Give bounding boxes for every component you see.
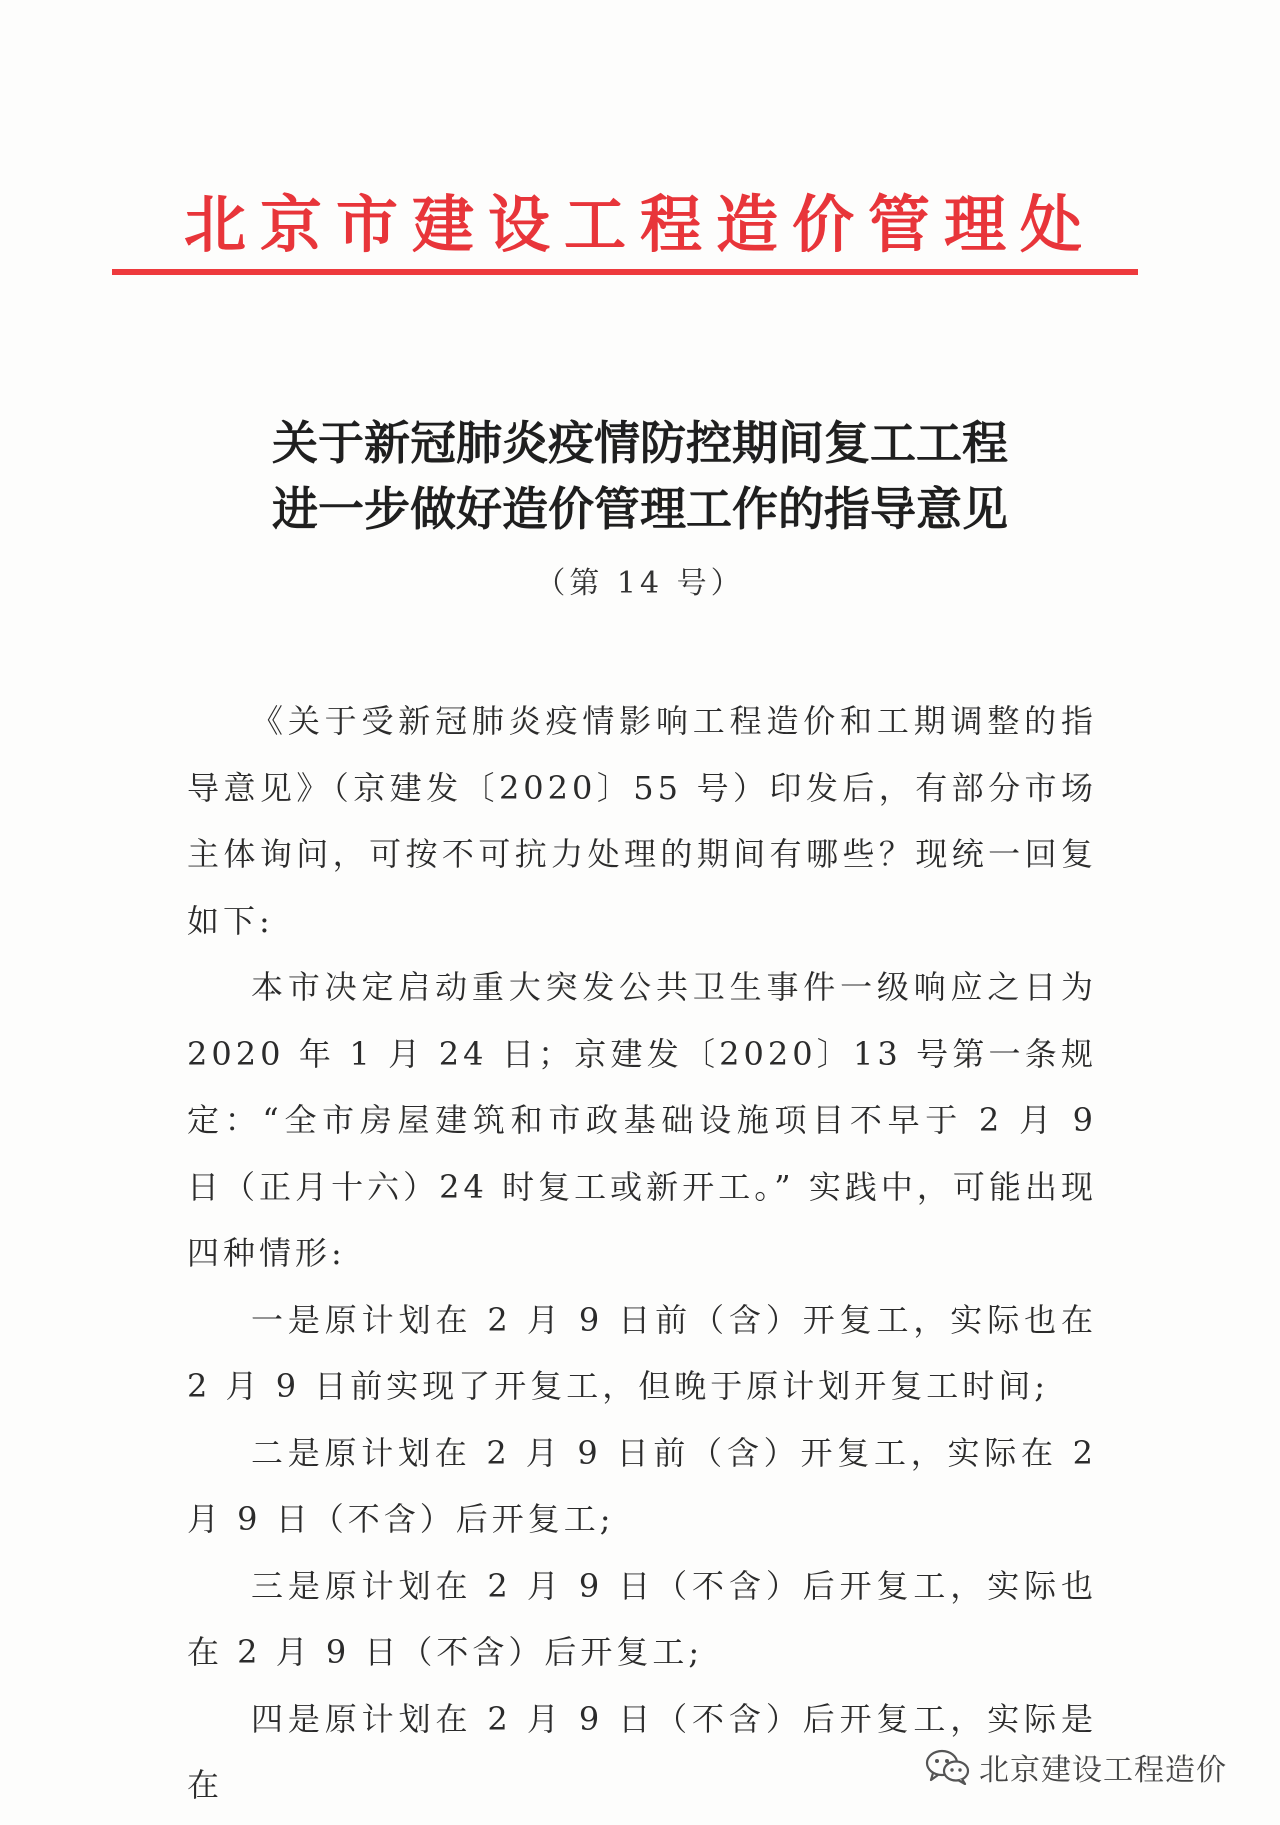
letterhead-org-name: 北京市建设工程造价管理处 — [183, 188, 1096, 261]
document-title — [0, 410, 1280, 542]
body-paragraph-1: 《关于受新冠肺炎疫情影响工程造价和工期调整的指导意见》（京建发〔2020〕55 号）印发后，有部分市场主体询问，可按不可抗力处理的期间有哪些？现统一回复如下: — [187, 702, 1097, 940]
document-title-line-1: 关于新冠肺炎疫情防控期间复工工程 — [272, 416, 1008, 470]
body-paragraph-6: 四是原计划在 2 月 9 日（不含）后开复工，实际是在 — [187, 1699, 1097, 1804]
watermark-text: 北京建设工程造价 — [979, 1753, 1227, 1788]
letterhead-red-rule — [112, 269, 1138, 275]
document-title-line-2: 进一步做好造价管理工作的指导意见 — [272, 482, 1008, 536]
footer-watermark — [925, 1745, 1227, 1789]
body-paragraph-5: 三是原计划在 2 月 9 日（不含）后开复工，实际也在 2 月 9 日（不含）后开复工; — [187, 1566, 1097, 1671]
document-body — [187, 688, 1097, 1819]
wechat-icon — [925, 1749, 971, 1785]
body-paragraph-4: 二是原计划在 2 月 9 日前（含）开复工，实际在 2 月 9 日（不含）后开复工; — [187, 1433, 1097, 1538]
body-paragraph-2: 本市决定启动重大突发公共卫生事件一级响应之日为 2020 年 1 月 24 日；京建发〔2020〕13 号第一条规定：“全市房屋建筑和市政基础设施项目不早于 2 月 9 日（正月十六）24 时复工或新开工。” 实践中，可能出现四种情形: — [187, 968, 1097, 1272]
document-number: （第 14 号） — [535, 566, 745, 601]
body-paragraph-3: 一是原计划在 2 月 9 日前（含）开复工，实际也在 2 月 9 日前实现了开复工，但晚于原计划开复工时间; — [187, 1300, 1097, 1405]
